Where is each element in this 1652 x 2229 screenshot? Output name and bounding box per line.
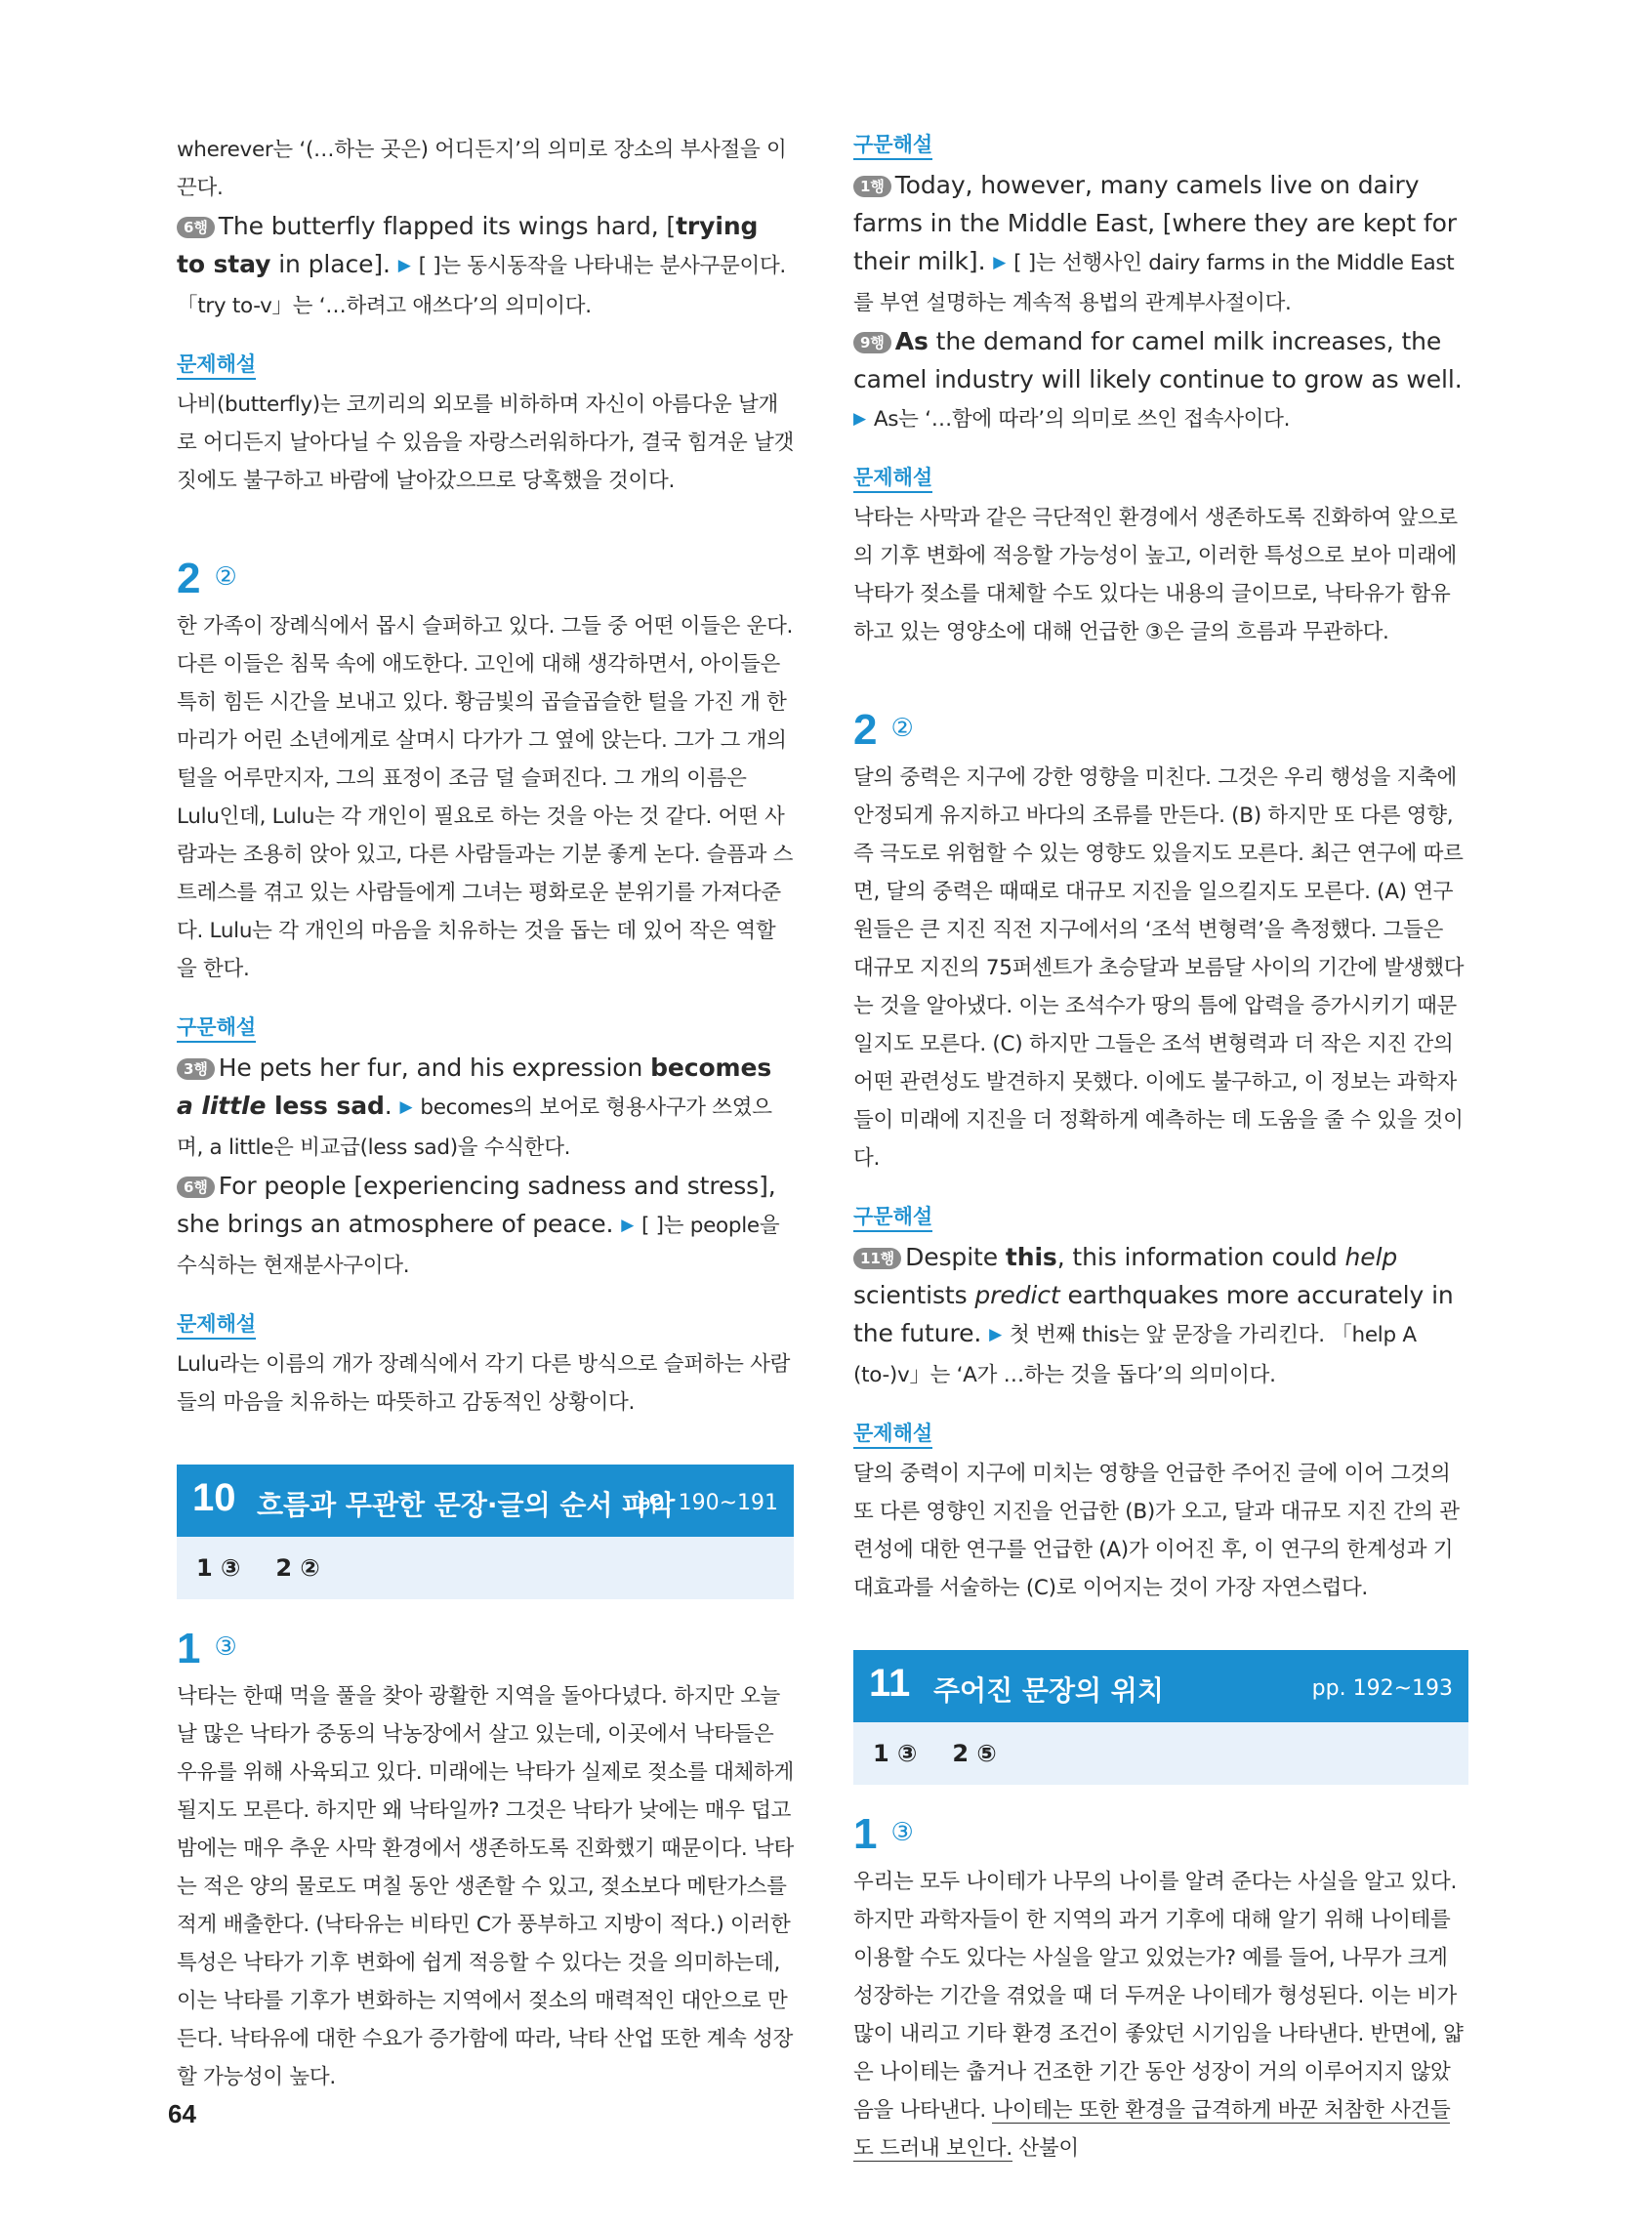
section-label-solution: 문제해설 [853,1420,932,1449]
section-banner-11: 11 주어진 문장의 위치 pp. 192~193 [853,1650,1468,1722]
solution-paragraph: 나비(butterfly)는 코끼리의 외모를 비하하며 자신이 아름다운 날개로 어디든지 날아다닐 수 있음을 자랑스러워하다가, 결국 힘겨운 날갯짓에도 불구하고 바람에 날아갔으므로 당혹했을 것이다. [177,392,794,493]
question-heading: 2 ② [853,706,914,754]
syntax-sentence: 9행 As the demand for camel milk increases, the camel industry will likely continue to grow as well. ▶ As는 ‘…함에 따라’의 의미로 쓰인 접속사이다. [853,327,1463,432]
question-heading: 1 ③ [177,1625,237,1672]
section-label-solution: 문제해설 [177,351,256,380]
triangle-icon: ▶ [989,1325,1003,1344]
translation-paragraph: 한 가족이 장례식에서 몹시 슬퍼하고 있다. 그들 중 어떤 이들은 운다. 다른 이들은 침묵 속에 애도한다. 고인에 대해 생각하면서, 아이들은 특히 힘든 시간을 보내고 있다. 황금빛의 곱슬곱슬한 털을 가진 개 한 마리가 어린 소년에게로 살며시 다가가 그 옆에 앉는다. 그가 그 개의 털을 어루만지자, 그의 표정이 조금 덜 슬퍼진다. 그 개의 이름은 Lulu인데, Lulu는 각 개인이 필요로 하는 것을 아는 것 같다. 어떤 사람과는 조용히 앉아 있고, 다른 사람들과는 기분 좋게 논다. 슬픔과 스트레스를 겪고 있는 사람들에게 그녀는 평화로운 분위기를 가져다준다. Lulu는 각 개인의 마음을 치유하는 것을 돕는 데 있어 작은 역할을 한다. [177,614,794,981]
syntax-sentence: 6행 The butterfly flapped its wings hard, [trying to stay in place]. ▶ [ ]는 동시동작을 나타내는 분사구문이다. 「try to-v」는 ‘…하려고 애쓰다’의 의미이다. [177,212,786,318]
line-badge: 3행 [177,1058,215,1080]
line-badge: 6행 [177,1176,215,1198]
solution-paragraph: 낙타는 사막과 같은 극단적인 환경에서 생존하도록 진화하여 앞으로의 기후 변화에 적응할 가능성이 높고, 이러한 특성으로 보아 미래에 낙타가 젖소를 대체할 수도 있다는 내용의 글이므로, 낙타유가 함유하고 있는 영양소에 대해 언급한 ③은 글의 흐름과 무관하다. [853,506,1458,644]
translation-paragraph: 낙타는 한때 먹을 풀을 찾아 광활한 지역을 돌아다녔다. 하지만 오늘날 많은 낙타가 중동의 낙농장에서 살고 있는데, 이곳에서 낙타들은 우유를 위해 사육되고 있다. 미래에는 낙타가 실제로 젖소를 대체하게 될지도 모른다. 하지만 왜 낙타일까? 그것은 낙타가 낮에는 매우 덥고 밤에는 매우 추운 사막 환경에서 생존하도록 진화했기 때문이다. 낙타는 적은 양의 물로도 며칠 동안 생존할 수 있고, 젖소보다 메탄가스를 적게 배출한다. (낙타유는 비타민 C가 풍부하고 지방이 적다.) 이러한 특성은 낙타가 기후 변화에 쉽게 적응할 수 있다는 것을 의미하는데, 이는 낙타를 기후가 변화하는 지역에서 젖소의 매력적인 대안으로 만든다. 낙타유에 대한 수요가 증가함에 따라, 낙타 산업 또한 계속 성장할 가능성이 높다. [177,1684,794,2089]
section-label-syntax: 구문해설 [853,131,932,160]
syntax-sentence: 6행 For people [experiencing sadness and stress], she brings an atmosphere of peace. ▶ [ ]는 people을 수식하는 현재분사구이다. [177,1172,780,1278]
line-badge: 9행 [853,332,891,353]
answer-key: 1 ③ 2 ② [177,1537,794,1599]
translation-paragraph: 달의 중력은 지구에 강한 영향을 미친다. 그것은 우리 행성을 지축에 안정되게 유지하고 바다의 조류를 만든다. (B) 하지만 또 다른 영향, 즉 극도로 위험할 수 있는 영향도 있을지도 모른다. 최근 연구에 따르면, 달의 중력은 때때로 대규모 지진을 일으킬지도 모른다. (A) 연구원들은 큰 지진 직전 지구에서의 ‘조석 변형력’을 측정했다. 그들은 대규모 지진의 75퍼센트가 초승달과 보름달 사이의 기간에 발생했다는 것을 알아냈다. 이는 조석수가 땅의 틈에 압력을 증가시키기 때문일지도 모른다. (C) 하지만 그들은 조석 변형력과 더 작은 지진 간의 어떤 관련성도 발견하지 못했다. 이에도 불구하고, 이 정보는 과학자들이 미래에 지진을 더 정확하게 예측하는 데 도움을 줄 수 있을 것이다. [853,765,1465,1171]
syntax-sentence: 11행 Despite this, this information could help scientists predict earthquakes more accurately in the future. ▶ 첫 번째 this는 앞 문장을 가리킨다. 「help A (to-)v」는 ‘A가 …하는 것을 돕다’의 의미이다. [853,1243,1454,1387]
solution-paragraph: 달의 중력이 지구에 미치는 영향을 언급한 주어진 글에 이어 그것의 또 다른 영향인 지진을 언급한 (B)가 오고, 달과 대규모 지진 간의 관련성에 대한 연구를 언급한 (A)가 이어진 후, 이 연구의 한계성과 기대효과를 서술하는 (C)로 이어지는 것이 가장 자연스럽다. [853,1462,1460,1600]
syntax-sentence: 3행 He pets her fur, and his expression becomes a little less sad. ▶ becomes의 보어로 형용사구가 쓰였으며, a little은 비교급(less sad)을 수식한다. [177,1053,772,1160]
section-banner-10: 10 흐름과 무관한 문장·글의 순서 파악 pp. 190~191 [177,1465,794,1537]
intro-paragraph: wherever는 ‘(…하는 곳은) 어디든지’의 의미로 장소의 부사절을 이끈다. [177,138,787,200]
page-number: 64 [168,2099,196,2128]
section-label-syntax: 구문해설 [853,1203,932,1232]
section-label-solution: 문제해설 [853,464,932,493]
answer-key: 1 ③ 2 ⑤ [853,1722,1468,1785]
triangle-icon: ▶ [397,256,411,275]
solution-paragraph: Lulu라는 이름의 개가 장례식에서 각기 다른 방식으로 슬퍼하는 사람들의 마음을 치유하는 따뜻하고 감동적인 상황이다. [177,1352,791,1415]
triangle-icon: ▶ [993,253,1007,272]
syntax-sentence: 1행 Today, however, many camels live on dairy farms in the Middle East, [where they are kept for their milk]. ▶ [ ]는 선행사인 dairy farms in the Middle East를 부연 설명하는 계속적 용법의 관계부사절이다. [853,171,1457,315]
underlined-sentence: 나이테는 또한 환경을 급격하게 바꾼 처참한 사건들도 드러내 보인다. [853,2098,1451,2161]
section-label-syntax: 구문해설 [177,1013,256,1043]
triangle-icon: ▶ [621,1216,635,1235]
translation-paragraph: 우리는 모두 나이테가 나무의 나이를 알려 준다는 사실을 알고 있다. 하지만 과학자들이 한 지역의 과거 기후에 대해 알기 위해 나이테를 이용할 수도 있다는 사실을 알고 있었는가? 예를 들어, 나무가 크게 성장하는 기간을 겪었을 때 더 두꺼운 나이테가 형성된다. 이는 비가 많이 내리고 기타 환경 조건이 좋았던 시기임을 나타낸다. 반면에, 얇은 나이테는 춥거나 건조한 기간 동안 성장이 거의 이루어지지 않았음을 나타낸다. 나이테는 또한 환경을 급격하게 바꾼 처참한 사건들도 드러내 보인다. 산불이 [853,1870,1464,2161]
line-badge: 11행 [853,1248,901,1269]
question-heading: 2 ② [177,555,237,602]
left-column [177,131,794,2096]
triangle-icon: ▶ [399,1097,413,1117]
question-heading: 1 ③ [853,1810,914,1858]
line-badge: 6행 [177,217,215,238]
line-badge: 1행 [853,176,891,197]
section-label-solution: 문제해설 [177,1310,256,1340]
triangle-icon: ▶ [853,409,866,429]
right-column [853,131,1468,2167]
